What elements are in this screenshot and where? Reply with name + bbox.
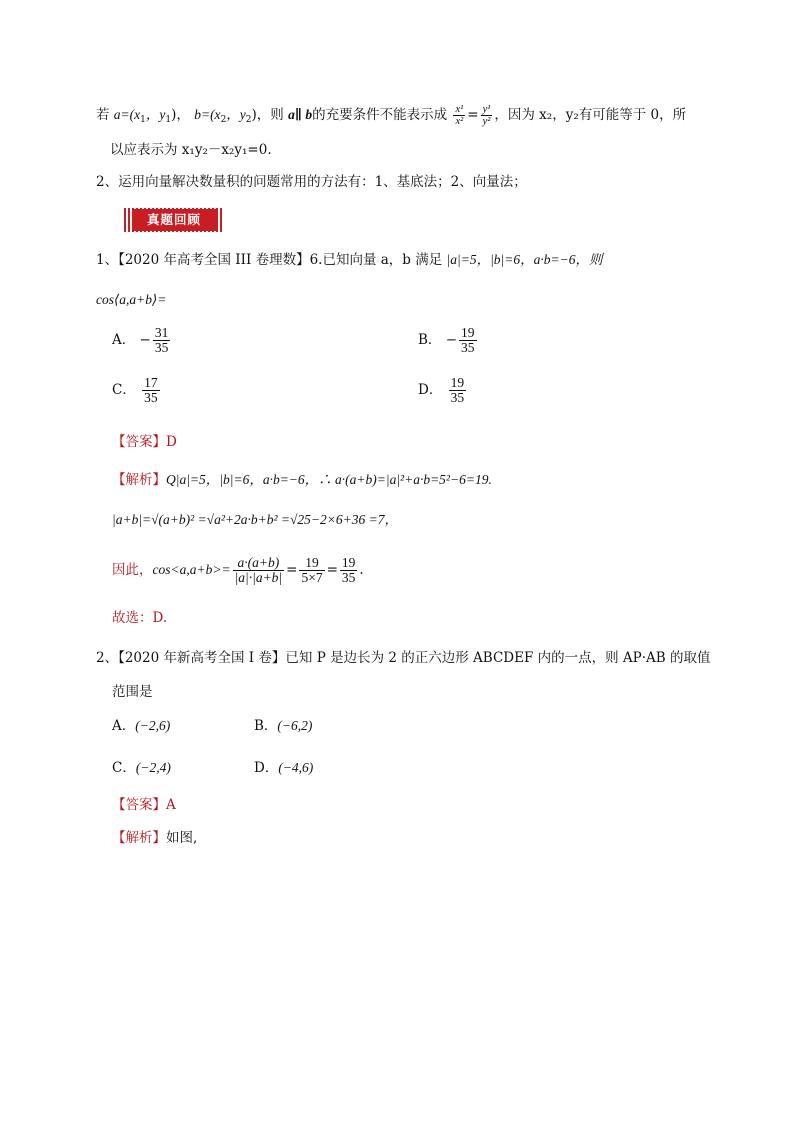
- intro-line-3: 2、运用向量解决数量积的问题常用的方法有：1、基底法；2、向量法；: [96, 174, 527, 190]
- q1-stem: 1、【2020 年高考全国 III 卷理数】6.已知向量 a，b 满足 |a|=5，|b|=6，a·b=−6，则: [96, 252, 603, 268]
- intro-line-1: 若 $a=(x_1$，$y_1$)， $b=(x_2$，$y_2$)，则 a∥ b的充要条件不能表示成 $\frac{\text{x¹}}{\text{x²}}$ = $\frac{\text{y¹}}{\text{y²}}$ ，因为 x₂，y₂有可能等于 0，所: [96, 104, 687, 128]
- q1-option-a: A． − $\frac{31}{35}$: [112, 325, 169, 356]
- q2-stem: 2、【2020 年新高考全国 I 卷】已知 P 是边长为 2 的正六边形 ABCDEF 内的一点，则 AP·AB 的取值: [96, 650, 711, 666]
- q2-answer: 【答案】A: [112, 797, 176, 813]
- q1-expression: cos⟨a,a+b⟩=: [96, 292, 167, 307]
- q1-answer: 【答案】D: [112, 434, 177, 450]
- q1-solution-3: 因此，cos<a,a+b>= $\frac{a\cdot(a+b)}{|a|\cdot|a+b|}$ = $\frac{19}{5\times 7}$ = $\frac{19}{35}$ .: [112, 555, 364, 586]
- q2-option-d: D．(−4,6): [254, 760, 314, 776]
- q1-solution-1: 【解析】Q|a|=5，|b|=6，a·b=−6，∴ a·(a+b)=|a|²+a·b=5²−6=19.: [112, 472, 492, 488]
- q1-conclusion: 故选：D.: [112, 610, 168, 626]
- q2-option-c: C．(−2,4): [112, 760, 171, 776]
- intro-line-2: 以应表示为 x₁y₂－x₂y₁=0.: [110, 142, 272, 158]
- q1-solution-2: |a+b|=√(a+b)² =√a²+2a·b+b² =√25−2×6+36 =7，: [112, 512, 398, 527]
- q1-option-c: C． $\frac{17}{35}$: [112, 375, 158, 406]
- section-banner-label: 真题回顾: [132, 209, 216, 231]
- q2-option-a: A．(−2,6): [112, 718, 171, 734]
- q1-cos-fraction: $\frac{a\cdot(a+b)}{|a|\cdot|a+b|}$: [234, 555, 283, 586]
- q2-stem-2: 范围是: [112, 684, 153, 700]
- q2-analysis: 【解析】如图,: [112, 830, 198, 846]
- ratio-x-fraction: $\frac{\text{x¹}}{\text{x²}}$: [455, 104, 464, 128]
- section-banner: [124, 208, 222, 232]
- q1-option-b: B． − $\frac{19}{35}$: [418, 325, 475, 356]
- q1-option-d: D． $\frac{19}{35}$: [418, 375, 465, 406]
- ratio-y-fraction: $\frac{\text{y¹}}{\text{y²}}$: [482, 104, 491, 128]
- q2-option-b: B．(−6,2): [254, 718, 313, 734]
